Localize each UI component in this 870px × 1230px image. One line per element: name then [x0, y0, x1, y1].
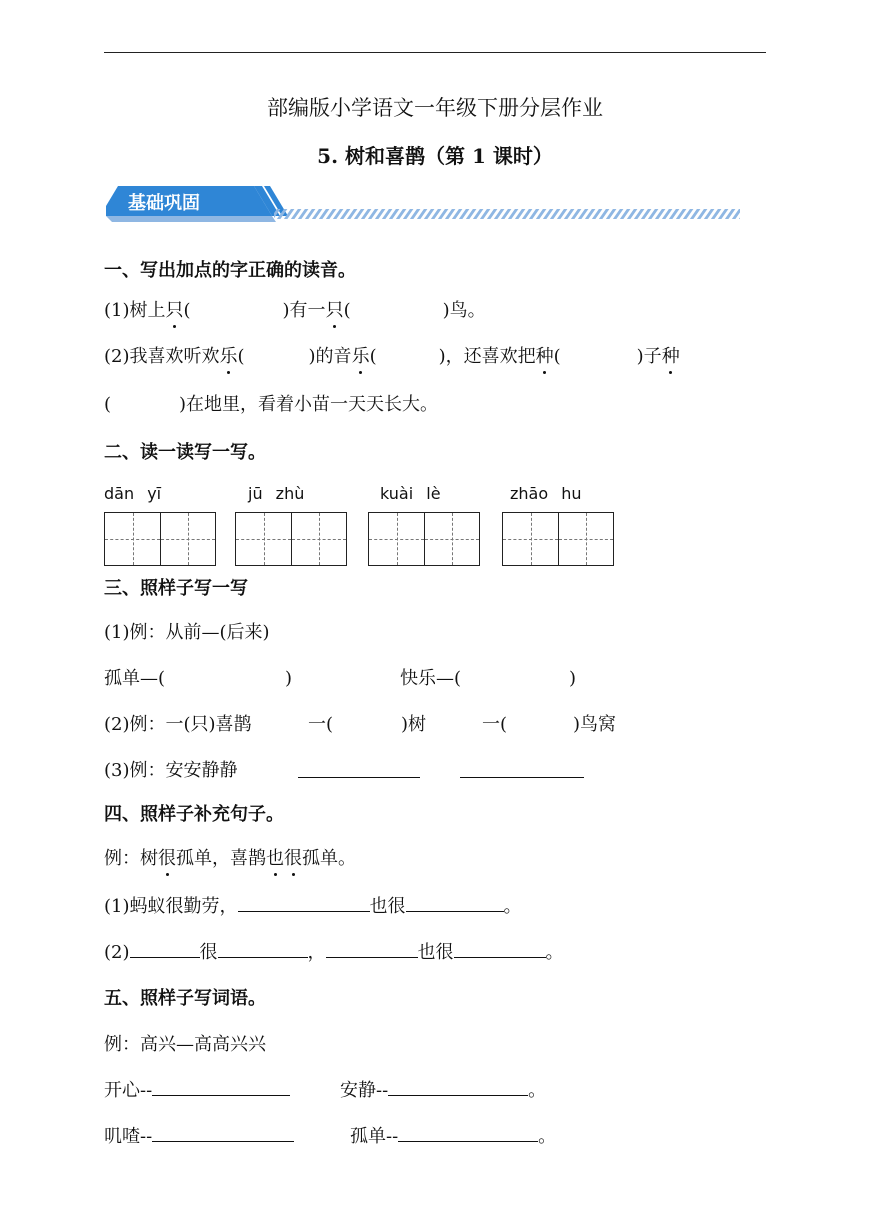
q3-example2: (2)例：一(只)喜鹊 [104, 714, 252, 735]
answer-line[interactable] [388, 1079, 528, 1096]
answer-line[interactable] [326, 941, 418, 958]
q3-example1: (1)例：从前—(后来) [104, 622, 270, 643]
q3-text: ) [285, 668, 293, 689]
q3-text: 孤单—( [104, 668, 166, 689]
answer-line[interactable] [130, 941, 200, 958]
q1-l3-text: )在地里，看着小苗一天天长大。 [179, 394, 439, 415]
q1-line2 [104, 342, 680, 368]
q4-text: 很 [199, 942, 218, 963]
dotted-char: 乐 [220, 342, 238, 368]
writing-grid[interactable] [235, 512, 347, 566]
q3-text: 一( [308, 714, 334, 735]
q1-line1 [104, 296, 486, 322]
dotted-char: 很 [158, 844, 176, 870]
q5-text: 叽喳-- [104, 1126, 153, 1147]
q5-example: 例：高兴—高高兴兴 [104, 1034, 266, 1055]
q4-text: ， [307, 942, 326, 963]
answer-line[interactable] [152, 1079, 290, 1096]
banner-label: 基础巩固 [128, 193, 200, 214]
q1-l1-paren: ( [183, 300, 191, 321]
grid-cell[interactable] [424, 513, 479, 565]
q1-l2-text: (2)我喜欢听欢 [104, 346, 220, 367]
q1-l2-text: )，还喜欢把 [438, 346, 536, 367]
q4-text: 。 [503, 896, 522, 917]
q3-text: )鸟窝 [573, 714, 617, 735]
q4-text: 孤单。 [302, 848, 356, 869]
dotted-char: 种 [536, 342, 554, 368]
q5-word1 [104, 1076, 290, 1102]
dotted-char: 种 [662, 342, 680, 368]
lesson-title: 5. 树和喜鹊（第 1 课时） [317, 144, 553, 168]
q5-text: 。 [538, 1126, 557, 1147]
q5-text: 安静-- [340, 1080, 389, 1101]
q4-sentence2 [104, 938, 564, 964]
q1-heading: 一、写出加点的字正确的读音。 [104, 260, 356, 281]
pinyin-2: jū zhù [248, 484, 305, 503]
writing-grid[interactable] [502, 512, 614, 566]
q4-text: 。 [545, 942, 564, 963]
q5-text: 孤单-- [350, 1126, 399, 1147]
q5-word3 [104, 1122, 294, 1148]
q4-text: (2) [104, 942, 130, 963]
q4-text: 例：树 [104, 848, 158, 869]
grid-cell[interactable] [160, 513, 215, 565]
q3-heading: 三、照样子写一写 [104, 578, 248, 599]
answer-line[interactable] [454, 941, 546, 958]
header-rule [104, 52, 766, 53]
q1-l2-text: )的音 [308, 346, 352, 367]
grid-cell[interactable] [105, 513, 160, 565]
page-title: 部编版小学语文一年级下册分层作业 [267, 96, 603, 120]
grid-cell[interactable] [369, 513, 424, 565]
q2-heading: 二、读一读写一写。 [104, 442, 266, 463]
q4-heading: 四、照样子补充句子。 [104, 804, 284, 825]
grid-cell[interactable] [503, 513, 558, 565]
writing-grid[interactable] [368, 512, 480, 566]
answer-line[interactable] [398, 1125, 538, 1142]
q1-l3-paren: ( [104, 394, 112, 415]
q5-text: 开心-- [104, 1080, 153, 1101]
q4-text: 孤单，喜鹊 [176, 848, 266, 869]
dotted-char: 很 [284, 844, 302, 870]
q1-l2-paren: ( [237, 346, 245, 367]
q5-word2 [340, 1076, 546, 1102]
answer-line[interactable] [218, 941, 308, 958]
q1-line3 [104, 390, 438, 416]
pinyin-4: zhāo hu [510, 484, 582, 503]
q3-ex1-a [104, 664, 292, 690]
dotted-char: 只 [326, 296, 344, 322]
q1-l1-paren: ( [343, 300, 351, 321]
grid-cell[interactable] [291, 513, 346, 565]
pinyin-3: kuài lè [380, 484, 441, 503]
q4-sentence1 [104, 892, 522, 918]
banner-stripes [274, 209, 740, 219]
q3-example3: (3)例：安安静静 [104, 760, 238, 781]
answer-line[interactable] [298, 760, 420, 778]
dotted-char: 也 [266, 844, 284, 870]
section-banner [104, 186, 744, 224]
q1-l1-text: )鸟。 [442, 300, 486, 321]
q3-text: 快乐—( [400, 668, 462, 689]
q3-ex2-a [308, 710, 426, 736]
q1-l2-text: )子 [636, 346, 662, 367]
q1-l2-paren: ( [369, 346, 377, 367]
dotted-char: 只 [166, 296, 184, 322]
q4-text: (1)蚂蚁很勤劳， [104, 896, 238, 917]
q4-text: 也很 [369, 896, 406, 917]
q1-l2-paren: ( [553, 346, 561, 367]
q3-text: 一( [482, 714, 508, 735]
q5-heading: 五、照样子写词语。 [104, 988, 266, 1009]
q1-l1-text: )有一 [282, 300, 326, 321]
writing-grid[interactable] [104, 512, 216, 566]
pinyin-1: dān yī [104, 484, 162, 503]
q3-ex2-b [482, 710, 616, 736]
grid-cell[interactable] [236, 513, 291, 565]
q3-text: ) [569, 668, 577, 689]
q4-text: 也很 [417, 942, 454, 963]
dotted-char: 乐 [352, 342, 370, 368]
q1-l1-text: (1)树上 [104, 300, 166, 321]
q5-word4 [350, 1122, 556, 1148]
q4-example [104, 844, 356, 870]
answer-line[interactable] [460, 760, 584, 778]
answer-line[interactable] [152, 1125, 294, 1142]
answer-line[interactable] [238, 895, 370, 912]
q3-text: )树 [401, 714, 427, 735]
q5-text: 。 [528, 1080, 547, 1101]
grid-cell[interactable] [558, 513, 613, 565]
q3-ex1-b [400, 664, 576, 690]
answer-line[interactable] [406, 895, 504, 912]
